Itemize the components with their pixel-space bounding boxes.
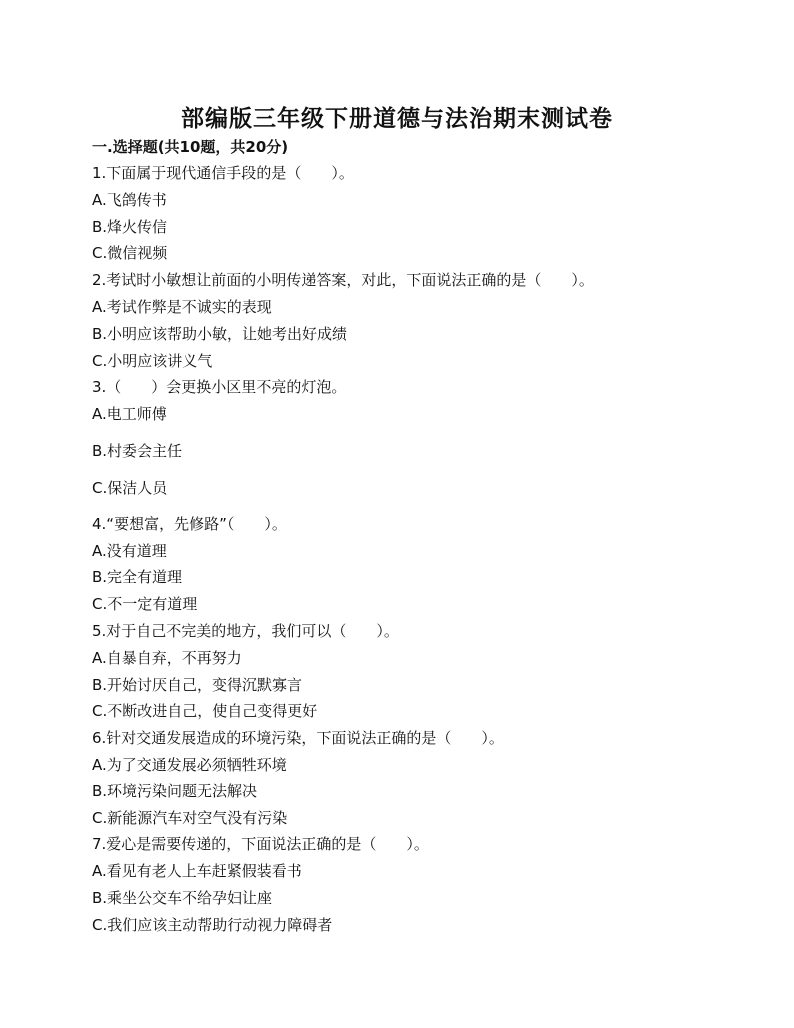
question-3-option-b: B.村委会主任 [92,442,183,460]
question-3-option-c: C.保洁人员 [92,479,168,497]
section-heading: 一.选择题(共10题，共20分) [92,138,289,156]
question-5-option-a: A.自暴自弃，不再努力 [92,649,242,667]
question-2: 2.考试时小敏想让前面的小明传递答案，对此，下面说法正确的是（ ）。 [92,271,594,289]
question-2-option-a: A.考试作弊是不诚实的表现 [92,298,272,316]
question-7-option-a: A.看见有老人上车赶紧假装看书 [92,862,302,880]
question-7-option-b: B.乘坐公交车不给孕妇让座 [92,889,273,907]
question-5-option-c: C.不断改进自己，使自己变得更好 [92,702,318,720]
question-1-option-c: C.微信视频 [92,244,168,262]
question-6-option-a: A.为了交通发展必须牺牲环境 [92,756,287,774]
question-6-option-b: B.环境污染问题无法解决 [92,782,258,800]
question-6: 6.针对交通发展造成的环境污染，下面说法正确的是（ ）。 [92,729,504,747]
question-1: 1.下面属于现代通信手段的是（ ）。 [92,164,354,182]
question-7-option-c: C.我们应该主动帮助行动视力障碍者 [92,916,333,934]
question-2-option-c: C.小明应该讲义气 [92,352,213,370]
question-5: 5.对于自己不完美的地方，我们可以（ ）。 [92,622,399,640]
question-4: 4.“要想富，先修路”（ ）。 [92,515,287,533]
question-1-option-a: A.飞鸽传书 [92,191,167,209]
question-6-option-c: C.新能源汽车对空气没有污染 [92,809,288,827]
page-title: 部编版三年级下册道德与法治期末测试卷 [181,105,613,132]
question-7: 7.爱心是需要传递的，下面说法正确的是（ ）。 [92,835,429,853]
question-4-option-c: C.不一定有道理 [92,595,198,613]
question-5-option-b: B.开始讨厌自己，变得沉默寡言 [92,676,303,694]
question-1-option-b: B.烽火传信 [92,218,168,236]
question-3-option-a: A.电工师傅 [92,405,167,423]
question-4-option-b: B.完全有道理 [92,568,183,586]
question-3: 3.（ ）会更换小区里不亮的灯泡。 [92,378,347,396]
question-2-option-b: B.小明应该帮助小敏，让她考出好成绩 [92,325,348,343]
question-4-option-a: A.没有道理 [92,542,167,560]
